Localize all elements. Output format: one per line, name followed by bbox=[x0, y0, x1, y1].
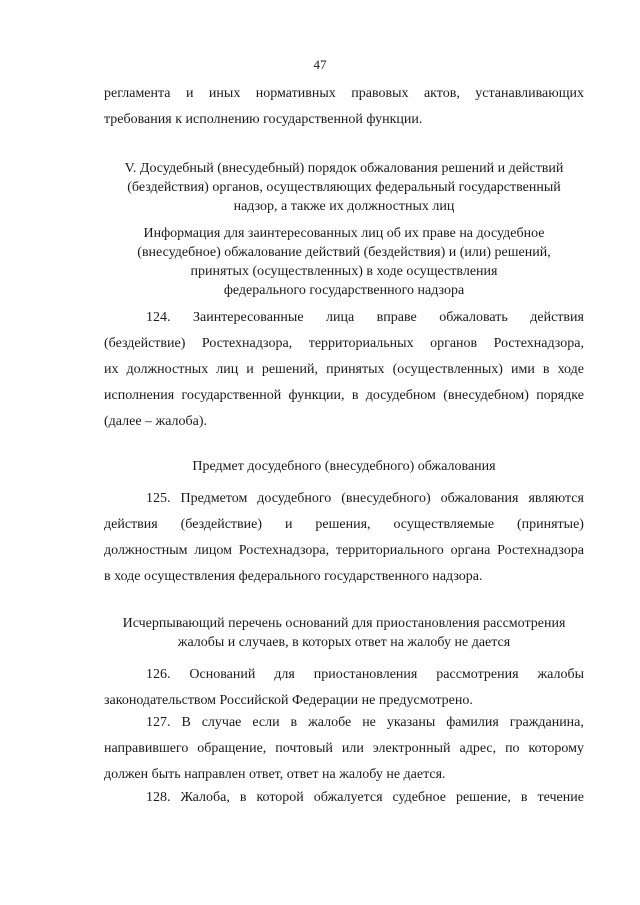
section-v-title: V. Досудебный (внесудебный) порядок обжалования решений и действий (бездействия) органов, осуществляющих федеральный государственный надзор, а также их должностных лиц bbox=[124, 161, 564, 214]
intro-line-2: требования к исполнению государственной функции. bbox=[104, 112, 423, 127]
paragraph-125: 125. Предметом досудебного (внесудебного) обжалования являются действия (бездействие) и решения, осуществляемые (принятые) должностным лицом Ростехнадзора, территориального органа Ростехнадзора в ходе осуществления федерального государственного надзора. bbox=[104, 491, 584, 584]
intro-paragraph bbox=[104, 81, 584, 133]
page-number: 47 bbox=[313, 57, 327, 72]
subject-heading: Предмет досудебного (внесудебного) обжалования bbox=[192, 459, 496, 474]
info-heading: Информация для заинтересованных лиц об их праве на досудебное (внесудебное) обжалование действий (бездействия) и (или) решений, принятых (осуществленных) в ходе осуществления федерального государственного надзора bbox=[137, 226, 551, 298]
paragraph-124: 124. Заинтересованные лица вправе обжаловать действия (бездействие) Ростехнадзора, территориальных органов Ростехнадзора, их должностных лиц и решений, принятых (осуществленных) ими в ходе исполнения государственной функции, в досудебном (внесудебном) порядке (далее – жалоба). bbox=[104, 310, 584, 429]
paragraph-126: 126. Оснований для приостановления рассмотрения жалобы законодательством Российской Федерации не предусмотрено. bbox=[104, 667, 584, 708]
grounds-heading: Исчерпывающий перечень оснований для приостановления рассмотрения жалобы и случаев, в которых ответ на жалобу не дается bbox=[122, 616, 566, 650]
paragraph-127: 127. В случае если в жалобе не указаны фамилия гражданина, направившего обращение, почтовый или электронный адрес, по которому должен быть направлен ответ, ответ на жалобу не дается. bbox=[104, 715, 584, 782]
paragraph-128: 128. Жалоба, в которой обжалуется судебное решение, в течение bbox=[146, 790, 584, 805]
intro-line-1: регламента и иных нормативных правовых актов, устанавливающих bbox=[104, 86, 584, 101]
